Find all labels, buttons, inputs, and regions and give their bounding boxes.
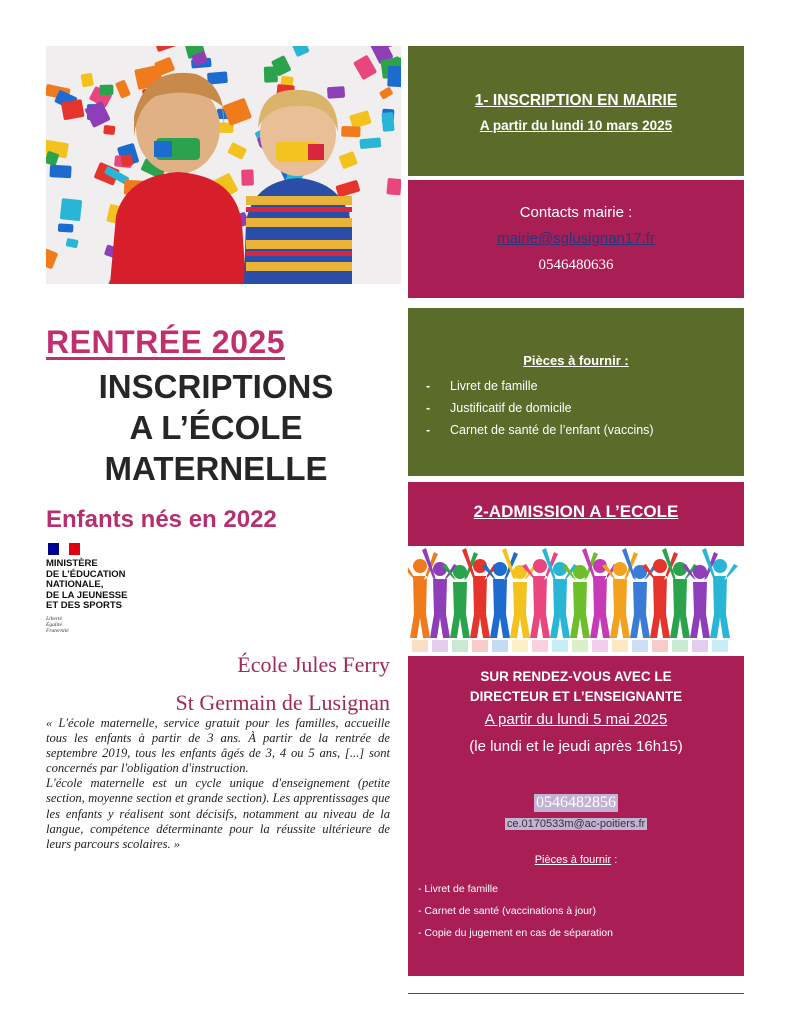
- republic-motto: Liberté Égalité Fraternité: [46, 615, 69, 634]
- rentree-title: RENTRÉE 2025: [46, 324, 285, 360]
- list-item: - Carnet de santé (vaccinations à jour): [418, 905, 597, 917]
- list-item: - Livret de famille: [418, 883, 498, 895]
- quote-paragraph-2: L'école maternelle est un cycle unique d'enseignement (petite section, moyenne section et grande section). Les apprentissages que les enfants y réalisent sont décisifs, notamment au niveau de la langue, compétence déterminante pour la réussite ultérieure de leurs parcours scolaires. »: [46, 776, 390, 851]
- school-phone: 0546482856: [536, 794, 616, 811]
- appointment-heading: SUR RENDEZ-VOUS AVEC LE DIRECTEUR ET L’ENSEIGNANTE: [469, 669, 683, 704]
- dancer-reflection: [692, 640, 708, 652]
- list-item: - Justificatif de domicile: [426, 397, 744, 419]
- school-name: [110, 646, 390, 722]
- dancer-reflection: [632, 640, 648, 652]
- contacts-label: Contacts mairie :: [519, 204, 633, 221]
- school-line-2: St Germain de Lusignan: [175, 690, 390, 715]
- dancer-reflection: [652, 640, 668, 652]
- dancing-children-illustration: [408, 546, 744, 656]
- title-line-2: A L’ÉCOLE: [129, 409, 303, 446]
- bottom-divider: [408, 993, 744, 994]
- ministry-logo: [46, 543, 156, 634]
- quote-paragraph-1: « L'école maternelle, service gratuit pour les familles, accueille tous les enfants à partir de 3 ans. À partir de la rentrée de septembre 2019, tous les enfants âgés de 3, 4 ou 5 ans, [...] sont concernés par l'obligation d'instruction.: [46, 716, 390, 776]
- dancer-reflection: [492, 640, 508, 652]
- dancer-reflection: [412, 640, 428, 652]
- main-title: [46, 366, 386, 489]
- birth-year-subtitle: Enfants nés en 2022: [46, 506, 277, 533]
- dancer-reflection: [712, 640, 728, 652]
- title-line-3: MATERNELLE: [104, 450, 328, 487]
- dancer-reflection: [572, 640, 588, 652]
- children-blocks-photo: [46, 46, 401, 284]
- dancer-reflection: [452, 640, 468, 652]
- school-line-1: École Jules Ferry: [237, 652, 390, 677]
- dancer-reflection: [552, 640, 568, 652]
- documents-box: [408, 308, 744, 476]
- list-item: - Copie du jugement en cas de séparation: [418, 927, 613, 939]
- appointment-date: A partir du lundi 5 mai 2025: [484, 711, 668, 728]
- dancer-reflection: [612, 640, 628, 652]
- documents2-list: [408, 878, 744, 944]
- quote-block: [46, 716, 390, 852]
- french-flag-icon: [48, 543, 80, 555]
- documents-title: Pièces à fournir :: [523, 353, 629, 368]
- list-item: - Carnet de santé de l’enfant (vaccins): [426, 419, 744, 441]
- contacts-box: [408, 180, 744, 298]
- mairie-email-link[interactable]: mairie@sglusignan17.fr: [497, 230, 655, 247]
- documents-list: [408, 375, 744, 441]
- documents2-title: Pièces à fournir :: [534, 854, 618, 866]
- appointment-hours: (le lundi et le jeudi après 16h15): [469, 738, 683, 755]
- title-line-1: INSCRIPTIONS: [98, 368, 334, 405]
- list-item: - Livret de famille: [426, 375, 744, 397]
- admission-box: [408, 482, 744, 546]
- mairie-date: A partir du lundi 10 mars 2025: [479, 118, 673, 133]
- school-email[interactable]: ce.0170533m@ac-poitiers.fr: [506, 818, 646, 830]
- dancer-reflection: [532, 640, 548, 652]
- dancer-reflection: [432, 640, 448, 652]
- mairie-registration-box: [408, 46, 744, 176]
- dancer-reflection: [472, 640, 488, 652]
- dancer-reflection: [512, 640, 528, 652]
- mairie-title: 1- INSCRIPTION EN MAIRIE: [474, 92, 678, 109]
- dancer-reflection: [592, 640, 608, 652]
- admission-title: 2-ADMISSION A L’ECOLE: [473, 502, 679, 521]
- mairie-phone: 0546480636: [538, 257, 614, 273]
- appointment-box: [408, 656, 744, 976]
- dancer-reflection: [672, 640, 688, 652]
- ministry-name: MINISTÈRE DE L’ÉDUCATION NATIONALE, DE LA JEUNESSE ET DES SPORTS: [46, 558, 128, 611]
